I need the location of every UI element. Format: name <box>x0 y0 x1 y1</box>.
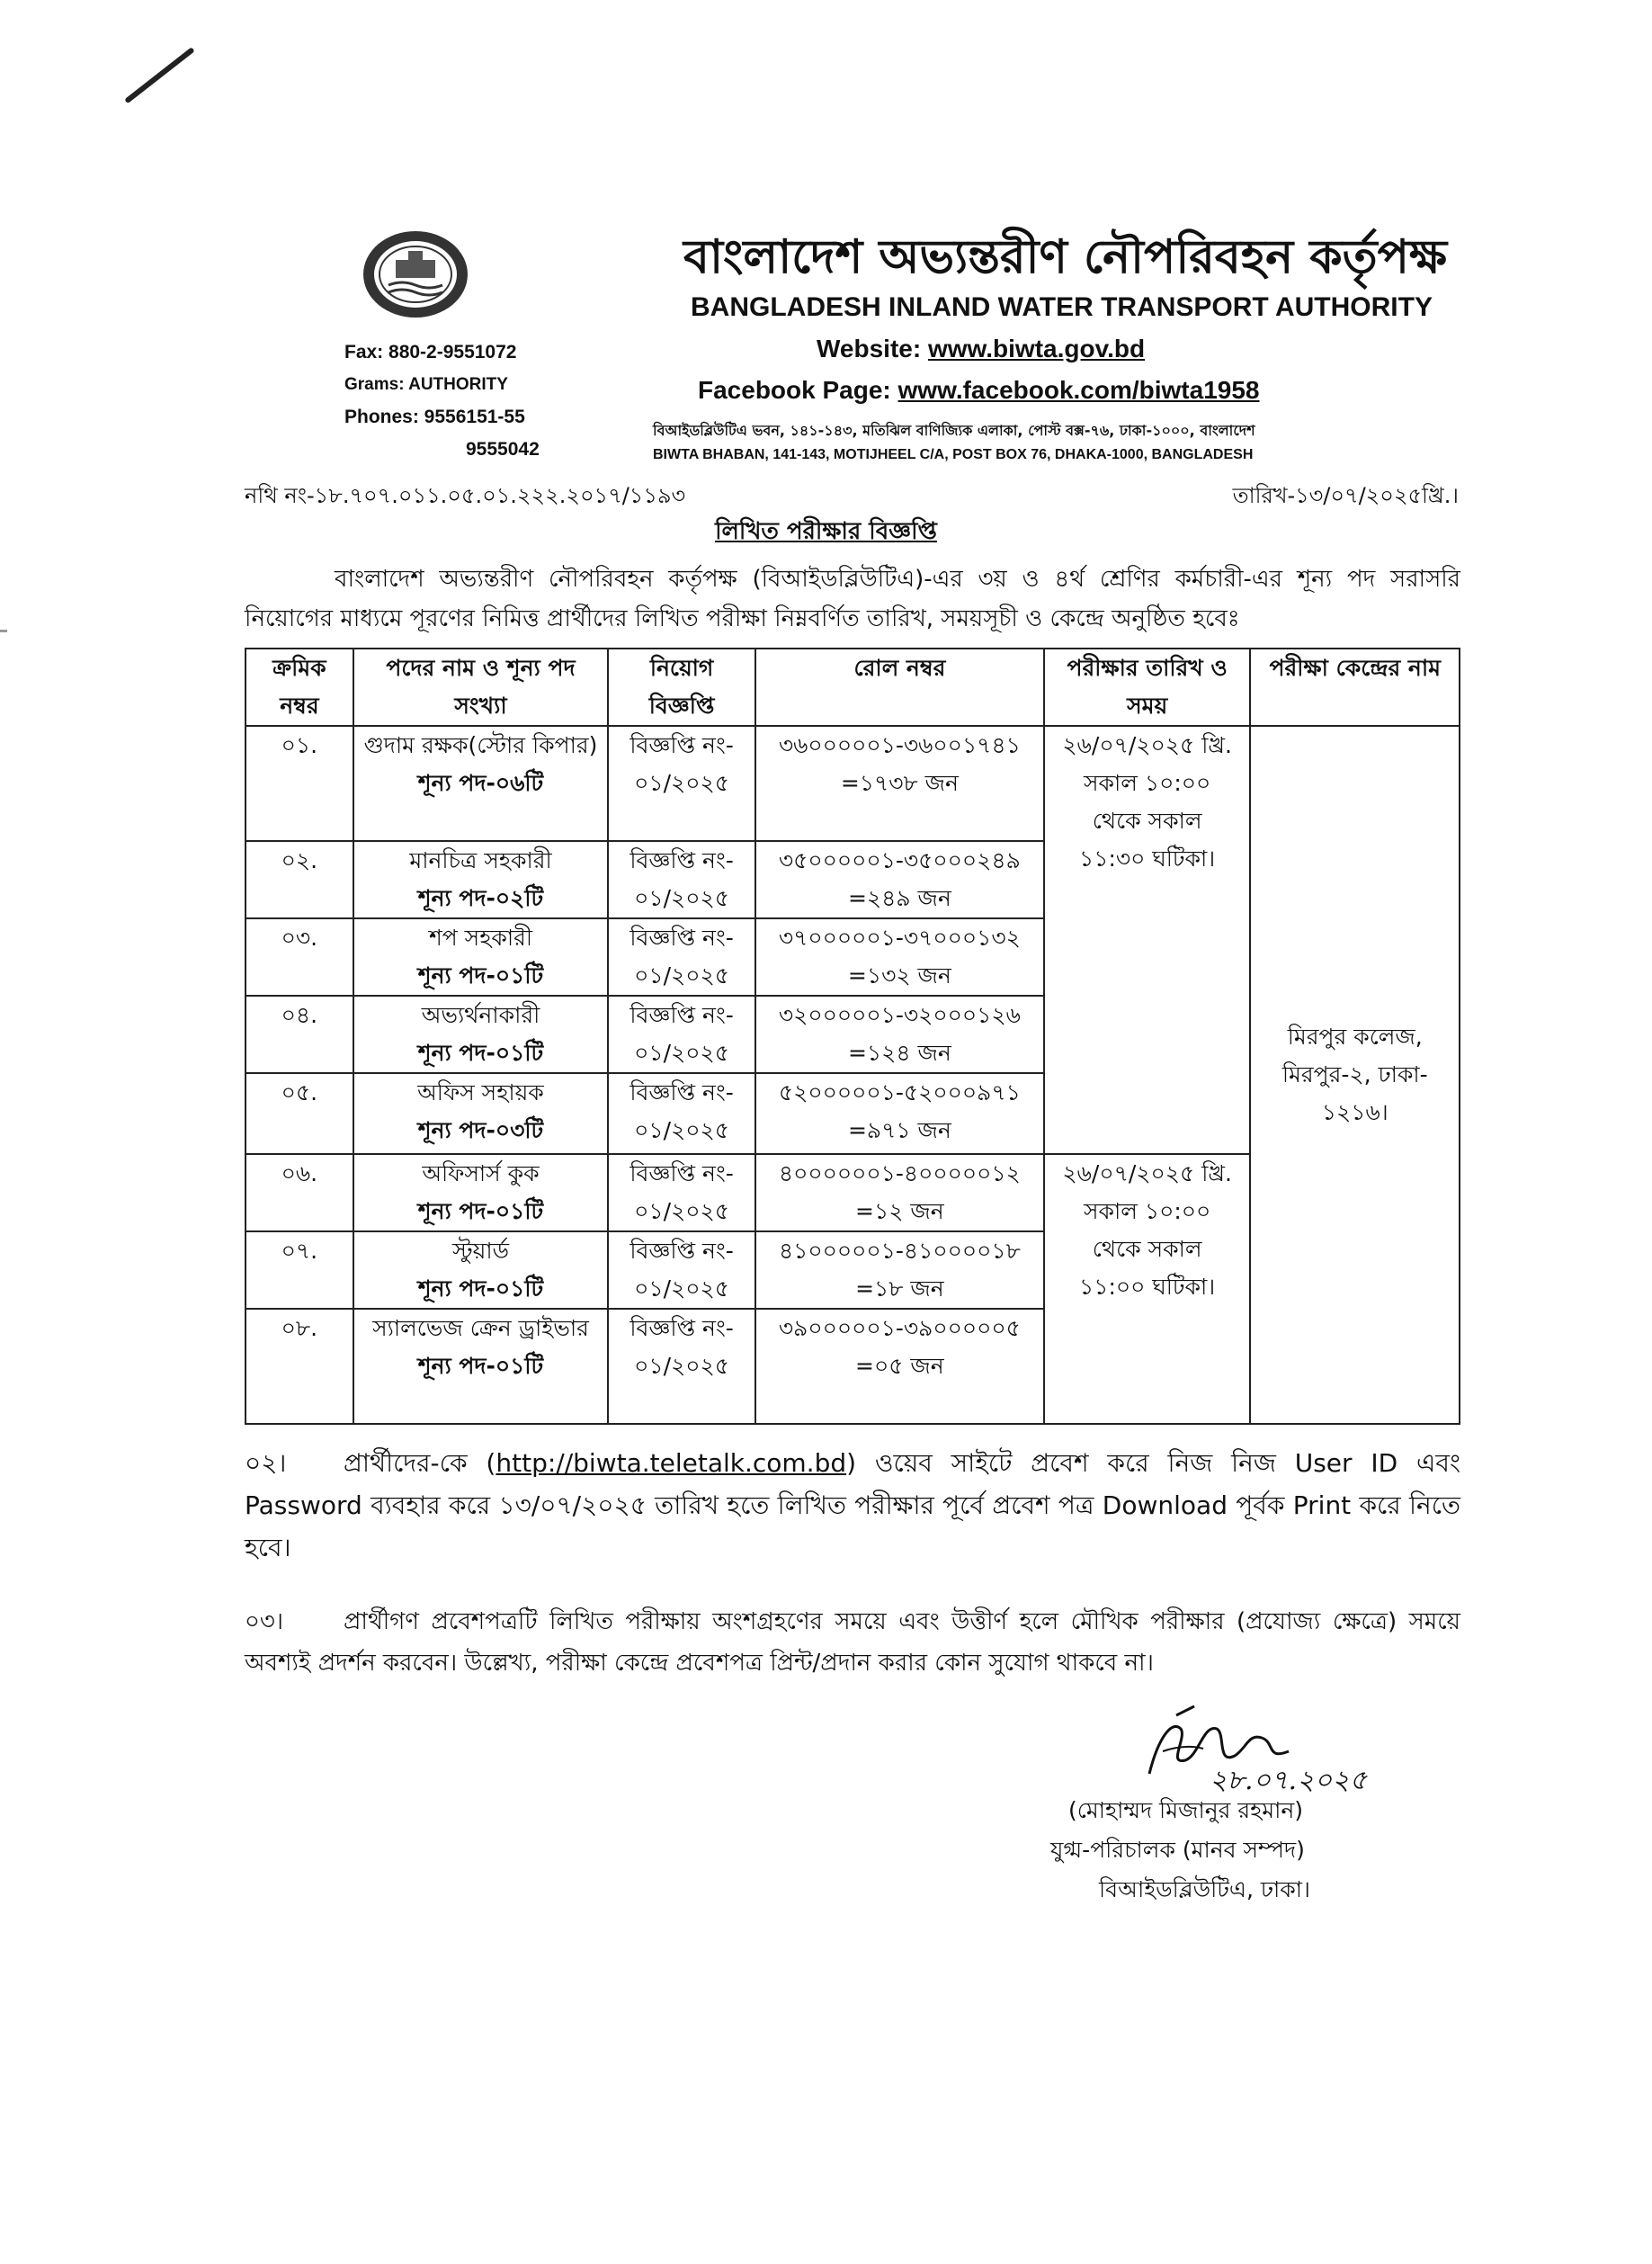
notice-number: ০১/২০২৫ <box>634 962 730 989</box>
address-en: BIWTA BHABAN, 141-143, MOTIJHEEL C/A, POST BOX 76, DHAKA-1000, BANGLADESH <box>653 447 1254 462</box>
exam-time-end: ১১:০০ ঘটিকা। <box>1079 1274 1216 1300</box>
roll-range: ৩৭০০০০০১-৩৭০০০১৩২ <box>778 925 1021 951</box>
vacancy: শূন্য পদ-০১টি <box>417 1040 544 1066</box>
vacancy: শূন্য পদ-০১টি <box>417 962 544 989</box>
centre-line-3: ১২১৬। <box>1321 1099 1389 1125</box>
roll-cell <box>755 996 1044 1073</box>
roll-cell <box>755 1309 1044 1424</box>
post-name: শপ সহকারী <box>428 925 532 951</box>
intro-paragraph: বাংলাদেশ অভ্যন্তরীণ নৌপরিবহন কর্তৃপক্ষ (বিআইডব্লিউটিএ)-এর ৩য় ও ৪র্থ শ্রেণির কর্মচারী-এর শূন্য পদ সরাসরি নিয়োগের মাধ্যমে পূরণের নিমিত্ত প্রার্থীদের লিখিত পরীক্ষা নিম্নবর্ণিত তারিখ, সময়সূচী ও কেন্দ্রে অনুষ্ঠিত হবেঃ <box>245 566 1460 632</box>
scan-mark <box>0 630 7 632</box>
contact-block <box>344 336 540 466</box>
paragraph-number: ০৩। <box>245 1608 284 1635</box>
signatory-title: যুগ্ম-পরিচালক (মানব সম্পদ) <box>1050 1837 1305 1863</box>
centre-cell <box>1250 726 1460 1424</box>
col-header-roll: রোল নম্বর <box>755 649 1044 726</box>
candidate-count: =২৪৯ জন <box>847 885 951 911</box>
roll-cell <box>755 1073 1044 1154</box>
signatory-name: (মোহাম্মদ মিজানুর রহমান) <box>1068 1797 1304 1823</box>
roll-cell <box>755 726 1044 841</box>
candidate-count: =১৩২ জন <box>847 962 951 989</box>
notice-heading-text: লিখিত পরীক্ষার বিজ্ঞপ্তি <box>715 518 937 545</box>
table-header-row <box>246 649 1460 726</box>
notice-cell <box>608 918 755 996</box>
post-name: স্টুয়ার্ড <box>451 1238 510 1264</box>
facebook-label: Facebook Page: <box>698 376 891 404</box>
paragraph-text-post: ) ওয়েব সাইটে প্রবেশ করে নিজ নিজ User ID এবং Password ব্যবহার করে ১৩/০৭/২০২৫ তারিখ হতে লিখিত পরীক্ষার পূর্বে প্রবেশ পত্র Download পূর্বক Print করে নিতে হবে। <box>245 1448 1460 1562</box>
address-bn: বিআইডব্লিউটিএ ভবন, ১৪১-১৪৩, মতিঝিল বাণিজ্যিক এলাকা, পোস্ট বক্স-৭৬, ঢাকা-১০০০, বাংলাদেশ <box>653 422 1255 439</box>
post-name: অফিসার্স কুক <box>422 1160 540 1186</box>
biwta-seal-logo <box>362 229 469 319</box>
roll-range: ৪১০০০০০১-৪১০০০০১৮ <box>778 1238 1021 1264</box>
notice-cell <box>608 841 755 918</box>
post-cell <box>353 726 608 841</box>
instruction-paragraph-2 <box>245 1442 1460 1569</box>
post-name: অভ্যর্থনাকারী <box>421 1002 540 1028</box>
notice-cell <box>608 726 755 841</box>
exam-time-start: সকাল ১০:০০ <box>1084 1198 1211 1224</box>
notice-number: ০১/২০২৫ <box>634 1040 730 1066</box>
post-cell <box>353 1154 608 1231</box>
roll-range: ৫২০০০০০১-৫২০০০৯৭১ <box>778 1079 1021 1105</box>
col-header-post: পদের নাম ও শূন্য পদ সংখ্যা <box>353 649 608 726</box>
grams: Grams: AUTHORITY <box>344 375 508 394</box>
serial-cell: ০২. <box>246 841 353 918</box>
col-header-serial: ক্রমিক নম্বর <box>246 649 353 726</box>
roll-cell <box>755 841 1044 918</box>
serial-cell: ০৪. <box>246 996 353 1073</box>
notice-label: বিজ্ঞপ্তি নং- <box>630 1002 734 1028</box>
vacancy: শূন্য পদ-০২টি <box>417 885 544 911</box>
roll-range: ৩২০০০০০১-৩২০০০১২৬ <box>778 1002 1021 1028</box>
org-title-bn: বাংলাদেশ অভ্যন্তরীণ নৌপরিবহন কর্তৃপক্ষ <box>683 229 1448 284</box>
exam-schedule-table <box>245 648 1460 1425</box>
paragraph-number: ০২। <box>245 1448 287 1478</box>
col-header-notice: নিয়োগ বিজ্ঞপ্তি <box>608 649 755 726</box>
roll-range: ৪০০০০০০১-৪০০০০০১২ <box>778 1160 1021 1186</box>
post-cell <box>353 841 608 918</box>
phones-2: 9555042 <box>466 439 540 460</box>
notice-label: বিজ্ঞপ্তি নং- <box>630 1315 734 1341</box>
notice-cell <box>608 1154 755 1231</box>
notice-number: ০১/২০২৫ <box>634 1275 730 1302</box>
serial-cell: ০৭. <box>246 1231 353 1309</box>
exam-date: ২৬/০৭/২০২৫ খ্রি. <box>1062 732 1232 758</box>
post-name: অফিস সহায়ক <box>417 1079 544 1105</box>
paragraph-text: প্রার্থীগণ প্রবেশপত্রটি লিখিত পরীক্ষায় অংশগ্রহণের সময়ে এবং উত্তীর্ণ হলে মৌখিক পরীক্ষার (প্রযোজ্য ক্ষেত্রে) সময়ে অবশ্যই প্রদর্শন করবেন। উল্লেখ্য, পরীক্ষা কেন্দ্রে প্রবেশপত্র প্রিন্ট/প্রদান করার কোন সুযোগ থাকবে না। <box>245 1608 1460 1677</box>
col-header-exam-time: পরীক্ষার তারিখ ও সময় <box>1044 649 1251 726</box>
notice-number: ০১/২০২৫ <box>634 1117 730 1143</box>
notice-number: ০১/২০২৫ <box>634 885 730 911</box>
vacancy: শূন্য পদ-০৩টি <box>417 1117 544 1143</box>
signatory-office: বিআইডব্লিউটিএ, ঢাকা। <box>1099 1876 1310 1902</box>
fax: Fax: 880-2-9551072 <box>344 342 517 362</box>
exam-time-end: ১১:৩০ ঘটিকা। <box>1079 846 1216 872</box>
candidate-count: =০৫ জন <box>855 1353 944 1379</box>
vacancy: শূন্য পদ-০১টি <box>417 1353 544 1379</box>
serial-cell: ০৩. <box>246 918 353 996</box>
roll-cell <box>755 918 1044 996</box>
roll-range: ৩৫০০০০০১-৩৫০০০২৪৯ <box>778 847 1021 873</box>
facebook-link[interactable]: www.facebook.com/biwta1958 <box>897 376 1260 404</box>
exam-time-start: সকাল ১০:০০ <box>1084 770 1211 796</box>
candidate-count: =১২ জন <box>855 1198 944 1224</box>
website-link[interactable]: www.biwta.gov.bd <box>927 335 1146 362</box>
notice-label: বিজ্ঞপ্তি নং- <box>630 847 734 873</box>
candidate-count: =৯৭১ জন <box>847 1117 951 1143</box>
candidate-count: =১৮ জন <box>855 1275 944 1302</box>
paragraph-text-pre: প্রার্থীদের-কে ( <box>344 1448 496 1478</box>
notice-label: বিজ্ঞপ্তি নং- <box>630 1079 734 1105</box>
notice-cell <box>608 1231 755 1309</box>
candidate-count: =১২৪ জন <box>847 1040 951 1066</box>
notice-label: বিজ্ঞপ্তি নং- <box>630 1160 734 1186</box>
candidate-count: =১৭৩৮ জন <box>840 770 959 796</box>
notice-label: বিজ্ঞপ্তি নং- <box>630 925 734 951</box>
serial-cell: ০৮. <box>246 1309 353 1424</box>
signature-date: ২৮.০৭.২০২৫ <box>1210 1765 1368 1796</box>
notice-label: বিজ্ঞপ্তি নং- <box>630 732 734 758</box>
notice-date: তারিখ-১৩/০৭/২০২৫খ্রি.। <box>1232 483 1459 508</box>
memo-number: নথি নং-১৮.৭০৭.০১১.০৫.০১.২২২.২০১৭/১১৯৩ <box>245 483 686 508</box>
notice-number: ০১/২০২৫ <box>634 770 730 796</box>
exam-date: ২৬/০৭/২০২৫ খ্রি. <box>1062 1160 1232 1186</box>
serial-cell: ০৬. <box>246 1154 353 1231</box>
col-header-centre: পরীক্ষা কেন্দ্রের নাম <box>1250 649 1460 726</box>
post-cell <box>353 996 608 1073</box>
table-row <box>246 726 1460 841</box>
post-cell <box>353 1309 608 1424</box>
pen-mark <box>124 47 195 103</box>
vacancy: শূন্য পদ-০১টি <box>417 1275 544 1302</box>
notice-cell <box>608 1309 755 1424</box>
website-line <box>817 335 1145 363</box>
roll-range: ৩৬০০০০০১-৩৬০০১৭৪১ <box>778 732 1021 758</box>
post-cell <box>353 918 608 996</box>
post-name: গুদাম রক্ষক(স্টোর কিপার) <box>363 732 598 758</box>
post-cell <box>353 1073 608 1154</box>
roll-range: ৩৯০০০০০১-৩৯০০০০০৫ <box>778 1315 1021 1341</box>
notice-number: ০১/২০২৫ <box>634 1353 730 1379</box>
roll-cell <box>755 1154 1044 1231</box>
exam-time-cell-1 <box>1044 726 1251 1154</box>
facebook-line <box>698 376 1260 405</box>
website-label: Website: <box>817 335 922 362</box>
vacancy: শূন্য পদ-০৬টি <box>417 770 544 796</box>
post-cell <box>353 1231 608 1309</box>
notice-heading <box>0 513 1652 552</box>
vacancy: শূন্য পদ-০১টি <box>417 1198 544 1224</box>
serial-cell: ০১. <box>246 726 353 841</box>
serial-cell: ০৫. <box>246 1073 353 1154</box>
phones: Phones: 9556151-55 <box>344 407 525 427</box>
org-title-en: BANGLADESH INLAND WATER TRANSPORT AUTHORITY <box>691 292 1433 322</box>
notice-label: বিজ্ঞপ্তি নং- <box>630 1238 734 1264</box>
notice-number: ০১/২০২৫ <box>634 1198 730 1224</box>
post-name: স্যালভেজ ক্রেন ড্রাইভার <box>372 1315 589 1341</box>
teletalk-link[interactable]: http://biwta.teletalk.com.bd <box>496 1448 847 1478</box>
centre-line-1: মিরপুর কলেজ, <box>1287 1024 1423 1050</box>
notice-cell <box>608 1073 755 1154</box>
instruction-paragraph-3 <box>245 1601 1460 1684</box>
exam-time-mid: থেকে সকাল <box>1092 808 1202 834</box>
post-name: মানচিত্র সহকারী <box>409 847 552 873</box>
centre-line-2: মিরপুর-২, ঢাকা- <box>1281 1061 1428 1087</box>
roll-cell <box>755 1231 1044 1309</box>
exam-time-mid: থেকে সকাল <box>1092 1236 1202 1262</box>
exam-time-cell-2 <box>1044 1154 1251 1424</box>
notice-cell <box>608 996 755 1073</box>
